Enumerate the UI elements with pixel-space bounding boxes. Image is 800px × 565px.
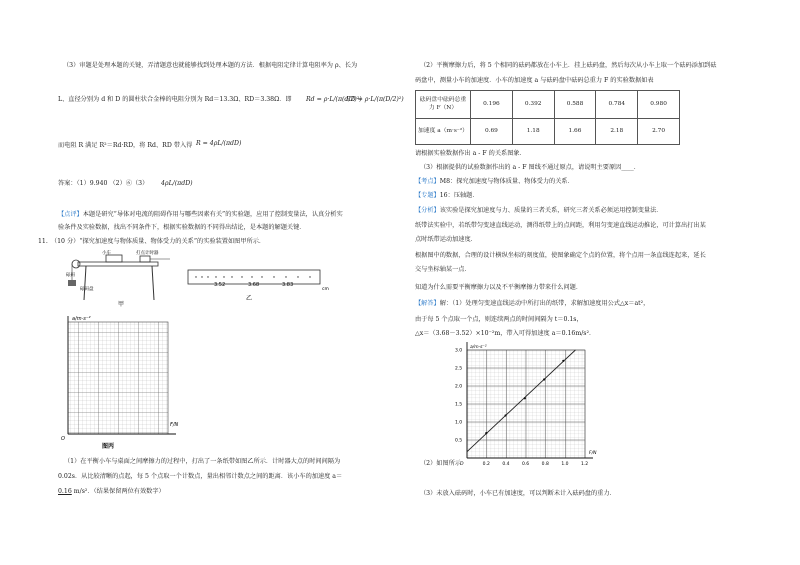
table-cell: 0.392	[512, 91, 554, 119]
table-cell: 1.18	[512, 119, 554, 145]
fenxi-text-6: 知道为什么需要平衡摩擦力以及不平衡摩擦力带来什么问题．	[415, 284, 583, 291]
answer-part-2: （2）如图所示	[420, 460, 462, 467]
question-part-1b: 0.02s．从比较清晰的点起，每 5 个点取一个计数点，量出相邻计数点之间的距离．该小车的加速度 a＝	[58, 473, 343, 480]
table-header-accel: 加速度 a（m·s⁻²）	[416, 119, 471, 145]
table-cell: 2.18	[596, 119, 638, 145]
grid-x-label: F/N	[170, 422, 179, 428]
comment-text-2: 验条件及实验数据，找出不同条件下，根据实验数据的不同得出结论，是本题的解题关键．	[58, 224, 306, 231]
tape-label-1: 3.52	[214, 282, 226, 288]
table-cell: 0.784	[596, 91, 638, 119]
tape-label-2: 3.68	[248, 282, 260, 288]
comment-text-1: 本题是研究“导体对电流的阻碍作用与哪些因素有关”的实验题，应用了控制变量法，认真分析实	[82, 211, 343, 218]
jieda-text-2: 由于每 5 个点取一个点，则连续两点的时间间隔为 t＝0.1s，	[415, 316, 583, 323]
answer-line: 答案：（1）9.940 （2）⑥（3）	[58, 180, 149, 187]
table-cell: 1.66	[554, 119, 596, 145]
fenxi-text-3: 点时纸带运动加速度．	[415, 236, 477, 243]
table-header-force: 砝码盘中砝码总重力 F（N）	[416, 91, 471, 119]
question-part-2: （2）平衡摩擦力后，将 5 个相同的砝码都放在小车上．挂上砝码盘，然后每次从小车上取一个砝码添加到砝	[420, 62, 717, 69]
weight-pan	[68, 280, 76, 286]
question-11: 11. （10 分）“探究加速度与物体质量、物体受力的关系”的实验装置如图甲所示．	[38, 238, 266, 245]
pulley	[72, 260, 80, 268]
grid-y-label: a/m·s⁻²	[72, 316, 91, 322]
chart-y-label: a/m·s⁻²	[470, 345, 487, 350]
kaodian-text: M8：探究加速度与物体质量、物体受力的关系．	[439, 178, 574, 185]
jieda-text-3: △x＝（3.68－3.52）×10⁻²m，带入可得加速度 a＝0.16m/s²．	[415, 330, 596, 337]
jieda-tag: 【解答】	[415, 300, 440, 307]
x-tick-label: 0.2	[482, 462, 490, 467]
fenxi-tag: 【分析】	[415, 207, 440, 214]
label-pan: 砝码盘	[80, 287, 94, 292]
table-cell: 0.980	[638, 91, 680, 119]
zhuanti-tag: 【专题】	[415, 192, 440, 199]
data-point	[504, 414, 506, 416]
resistance-values: L、直径分别为 d 和 D 的圆柱状合金棒的电阻分别为 Rd＝13.3Ω、RD＝3.38Ω．即	[58, 96, 292, 103]
formula-rd: Rd = ρ·L/(π(d/2)²)	[306, 96, 362, 103]
instruction-plot: 请根据实验数据作出 a - F 的关系图象．	[415, 150, 526, 157]
label-bing: 图丙	[102, 443, 115, 450]
label-timer: 打点计时器	[136, 251, 159, 256]
table-row-force	[416, 91, 680, 119]
zhuanti-text: 16：压轴题．	[439, 192, 479, 199]
table-cell: 0.588	[554, 91, 596, 119]
table-cell: 2.70	[638, 119, 680, 145]
comment-tag: 【点评】	[58, 211, 83, 218]
figure-yi-tape	[186, 268, 336, 308]
data-point	[485, 432, 487, 434]
question-part-1: （1）在平衡小车与桌面之间摩擦力的过程中，打出了一条纸带如图乙所示．计时器大点的时间间隔为	[64, 458, 341, 465]
answer-part-3: （3）未放入砝码时，小车已有加速度，可以判断未计入砝码盘的重力．	[420, 490, 616, 497]
label-weights: 砝码	[66, 273, 75, 278]
y-tick-label: 1.5	[455, 402, 463, 408]
fenxi-text-1: 该实验是探究加速度与力、质量的三者关系，研究三者关系必须运用控制变量法．	[439, 207, 663, 214]
track	[78, 262, 158, 266]
label-jia: 甲	[118, 301, 125, 308]
x-tick-label: 1.2	[581, 462, 589, 467]
tape-unit: cm	[322, 287, 329, 292]
answer-acceleration: 0.16	[58, 488, 72, 495]
chart-grid	[467, 350, 585, 458]
question-part-3: （3）根据提供的试验数据作出的 a - F 图线不通过原点，请说明主要原因____．	[420, 164, 640, 171]
x-tick-label: 0.4	[502, 462, 510, 467]
formula-rD: RD = ρ·L/(π(D/2)²)	[346, 96, 404, 103]
label-cart: 小车	[102, 251, 111, 256]
y-tick-label: 3.0	[455, 348, 463, 354]
data-table	[415, 90, 680, 145]
x-tick-label: 0.6	[522, 462, 530, 467]
tape-label-3: 3.83	[282, 282, 294, 288]
jieda-text-1: 解：（1）处理匀变速直线运动中所打出的纸带，求解加速度用公式△x＝at²，	[439, 300, 650, 307]
table-cell: 0.196	[471, 91, 513, 119]
data-point	[562, 360, 564, 362]
timer	[140, 256, 150, 262]
x-tick-label: 1.0	[561, 462, 569, 467]
y-tick-label: 2.0	[455, 384, 463, 390]
solution-step-3: （3）审题是处理本题的关键，弄清题意也就能够找到处理本题的方法．根据电阻定律计算电阻率为 ρ、长为	[63, 62, 358, 69]
resistance-relation: 而电阻 R 满足 R²＝Rd·RD，将 Rd、RD 带入得	[58, 142, 193, 149]
label-yi: 乙	[246, 295, 253, 302]
fenxi-text-4: 根据图中的数据，合理的设计横纵坐标的刻度值，使图象确定个点的位置，将个点用一条直线连起来，延长	[415, 252, 706, 259]
chart-origin: O	[460, 462, 464, 467]
cart	[106, 255, 122, 262]
fenxi-text-5: 交与坐标轴某一点．	[415, 266, 471, 273]
table-row-accel	[416, 119, 680, 145]
question-part-1c: m/s²．（结果保留两位有效数字）	[71, 488, 165, 495]
chart-x-label: F/N	[589, 451, 597, 456]
data-point	[524, 397, 526, 399]
figure-jia-apparatus	[66, 250, 176, 308]
y-tick-label: 0.5	[455, 438, 463, 444]
table-cell: 0.69	[471, 119, 513, 145]
formula-r: R = 4ρL/(πdD)	[196, 140, 242, 147]
y-tick-label: 2.5	[455, 366, 463, 372]
grid-origin: O	[61, 436, 65, 442]
question-part-2b: 码盘中，测量小车的加速度．小车的加速度 a 与砝码盘中砝码总重力 F 的实验数据如表	[415, 77, 654, 84]
x-tick-label: 0.8	[541, 462, 549, 467]
kaodian-tag: 【考点】	[415, 178, 440, 185]
answer-formula: 4ρL/(πdD)	[161, 180, 193, 187]
figure-bing-grid	[58, 312, 208, 452]
data-point	[543, 378, 545, 380]
answer-chart	[445, 340, 605, 472]
fenxi-text-2: 纸带法实验中，若纸带匀变速直线运动，测得纸带上的点间距，利用匀变速直线运动推论，可计算出打出某	[415, 222, 706, 229]
y-tick-label: 1.0	[455, 420, 463, 426]
